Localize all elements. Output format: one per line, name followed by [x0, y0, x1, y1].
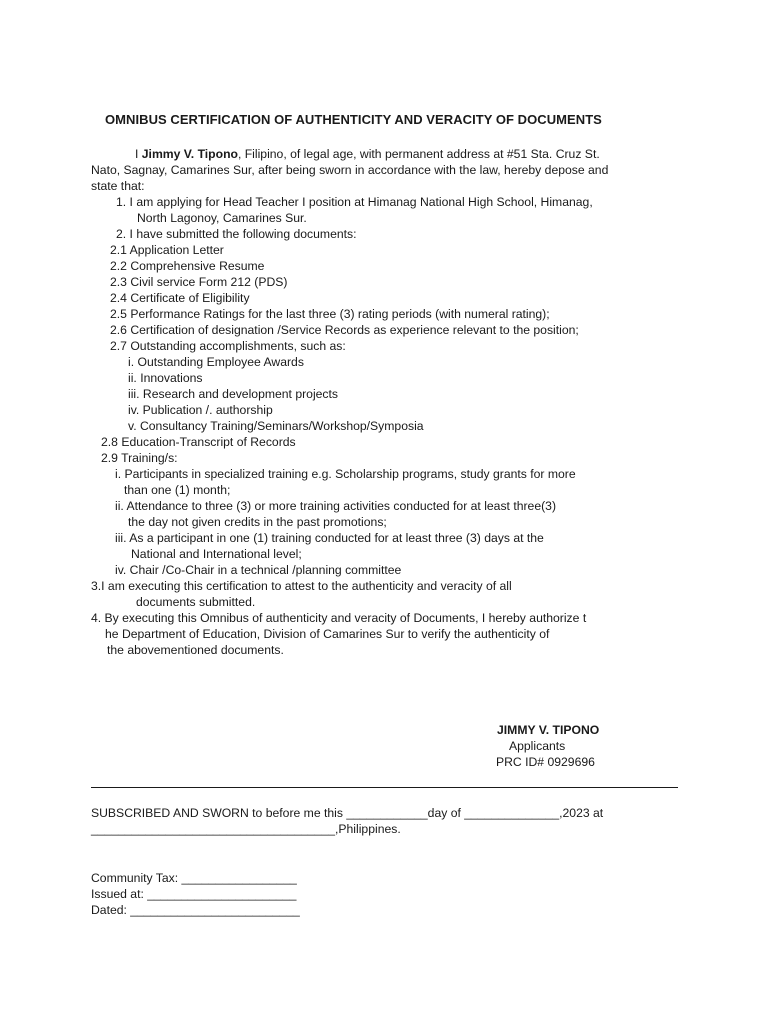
training-ii-line-2: the day not given credits in the past promotions;	[128, 515, 387, 529]
item-1-line-1: 1. I am applying for Head Teacher I position at Himanag National High School, Himanag,	[116, 195, 593, 209]
intro-line-1-rest: , Filipino, of legal age, with permanent address at #51 Sta. Cruz St.	[237, 147, 600, 161]
item-3-line-2: documents submitted.	[136, 595, 256, 609]
doc-2-9: 2.9 Training/s:	[101, 451, 178, 465]
intro-line-1	[135, 146, 600, 162]
intro-prefix: I	[135, 147, 142, 161]
signatory-role: Applicants	[509, 739, 566, 753]
accomplishment-iv: iv. Publication /. authorship	[128, 403, 273, 417]
signatory-prc-id: PRC ID# 0929696	[496, 755, 595, 769]
accomplishment-iii: iii. Research and development projects	[128, 387, 339, 401]
doc-2-6: 2.6 Certification of designation /Service Records as experience relevant to the position;	[110, 323, 579, 337]
jurat-line-1: SUBSCRIBED AND SWORN to before me this ____________day of ______________,2023 at	[91, 806, 604, 820]
jurat-line-2: ____________________________________,Philippines.	[91, 822, 401, 836]
accomplishment-i: i. Outstanding Employee Awards	[128, 355, 304, 369]
dated-field: Dated: _________________________	[91, 903, 300, 917]
training-i-line-2: than one (1) month;	[124, 483, 231, 497]
training-iv: iv. Chair /Co-Chair in a technical /planning committee	[115, 563, 402, 577]
doc-2-8: 2.8 Education-Transcript of Records	[101, 435, 296, 449]
item-4-line-3: the abovementioned documents.	[107, 643, 284, 657]
item-1-line-2: North Lagonoy, Camarines Sur.	[137, 211, 307, 225]
doc-2-3: 2.3 Civil service Form 212 (PDS)	[110, 275, 288, 289]
signatory-name: JIMMY V. TIPONO	[497, 723, 600, 737]
issued-at-field: Issued at: ______________________	[91, 887, 297, 901]
item-4-line-2: he Department of Education, Division of Camarines Sur to verify the authenticity of	[105, 627, 550, 641]
training-i-line-1: i. Participants in specialized training e.g. Scholarship programs, study grants for more	[115, 467, 576, 481]
doc-2-1: 2.1 Application Letter	[110, 243, 224, 257]
community-tax-field: Community Tax: _________________	[91, 871, 297, 885]
training-iii-line-2: National and International level;	[131, 547, 302, 561]
separator-line	[91, 787, 678, 788]
doc-2-7: 2.7 Outstanding accomplishments, such as:	[110, 339, 346, 353]
training-iii-line-1: iii. As a participant in one (1) training conducted for at least three (3) days at the	[115, 531, 544, 545]
item-3-line-1: 3.I am executing this certification to attest to the authenticity and veracity of all	[91, 579, 512, 593]
affiant-name: Jimmy V. Tipono	[141, 147, 238, 161]
doc-2-2: 2.2 Comprehensive Resume	[110, 259, 265, 273]
training-ii-line-1: ii. Attendance to three (3) or more training activities conducted for at least three(3)	[115, 499, 557, 513]
doc-2-4: 2.4 Certificate of Eligibility	[110, 291, 250, 305]
accomplishment-ii: ii. Innovations	[128, 371, 203, 385]
intro-line-3: state that:	[91, 179, 145, 193]
item-2: 2. I have submitted the following documents:	[116, 227, 357, 241]
doc-2-5: 2.5 Performance Ratings for the last three (3) rating periods (with numeral rating);	[110, 307, 550, 321]
document-title: OMNIBUS CERTIFICATION OF AUTHENTICITY AND VERACITY OF DOCUMENTS	[105, 112, 602, 127]
intro-line-2: Nato, Sagnay, Camarines Sur, after being sworn in accordance with the law, hereby depose and	[91, 163, 609, 177]
accomplishment-v: v. Consultancy Training/Seminars/Workshop/Symposia	[128, 419, 424, 433]
item-4-line-1: 4. By executing this Omnibus of authenticity and veracity of Documents, I hereby authorize t	[91, 611, 587, 625]
